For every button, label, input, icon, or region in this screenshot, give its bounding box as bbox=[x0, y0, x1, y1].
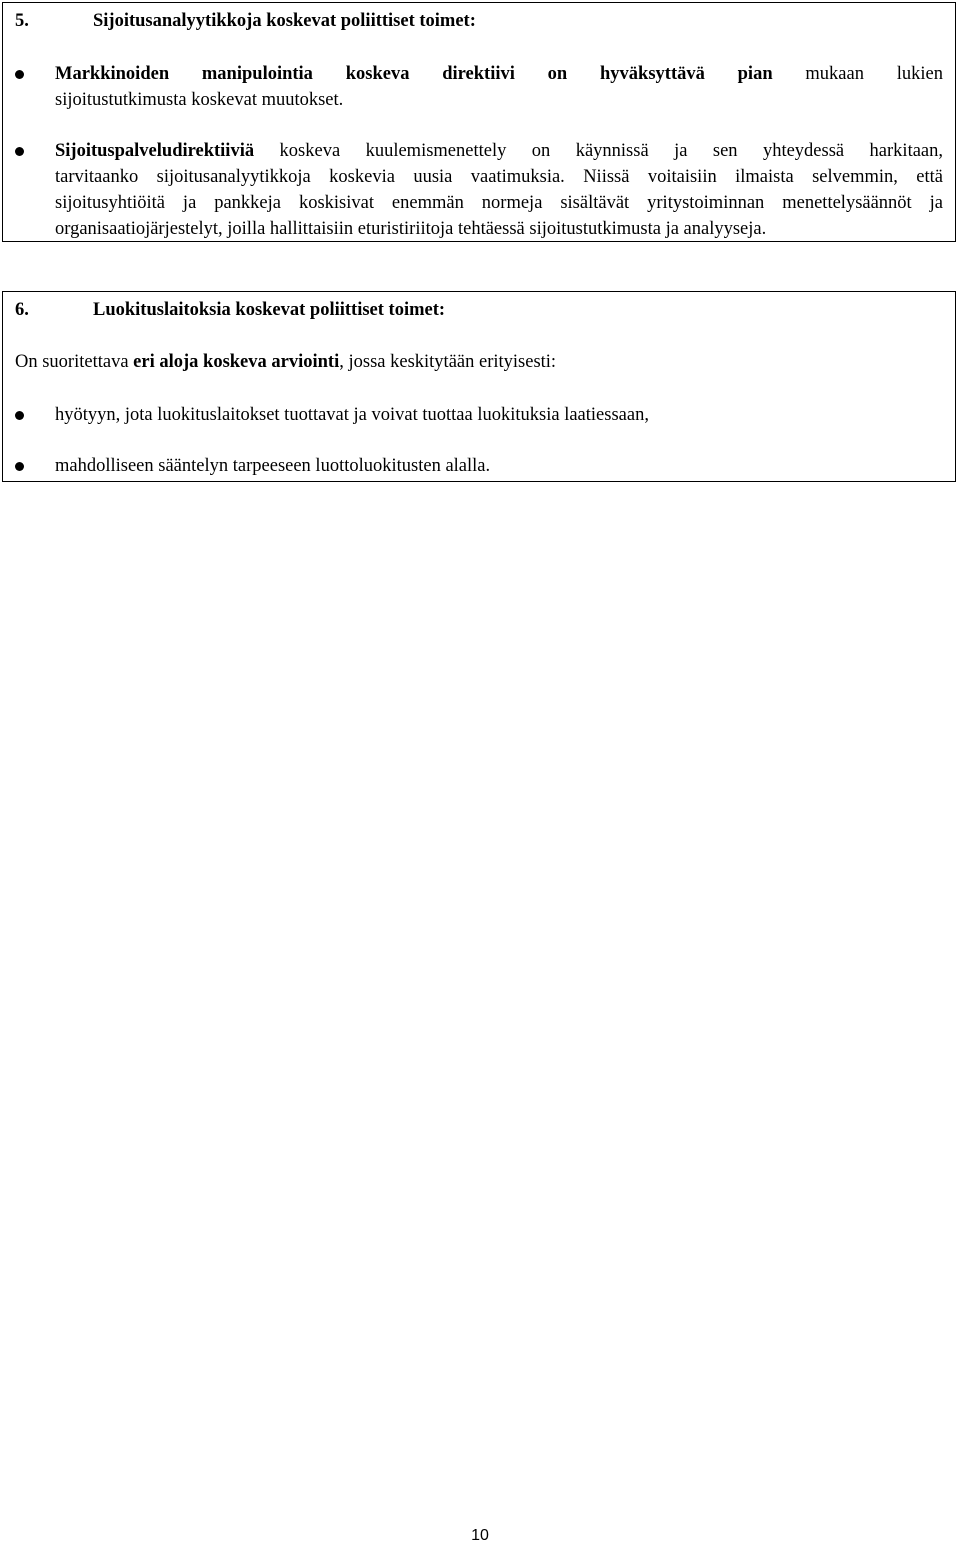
section-5-box bbox=[2, 2, 956, 242]
s6-intro-b: , jossa keskitytään erityisesti: bbox=[339, 352, 557, 372]
section-6-number: 6. bbox=[15, 300, 29, 320]
s6-intro-bold: eri aloja koskeva arviointi bbox=[133, 352, 340, 372]
section-5-title: Sijoitusanalyytikkoja koskevat poliittiset toimet: bbox=[93, 11, 476, 31]
s5-bullet1-line2: sijoitustutkimusta koskevat muutokset. bbox=[55, 90, 344, 110]
section-5-heading bbox=[15, 11, 476, 32]
s5-bullet2-bold: Sijoituspalveludirektiiviä bbox=[55, 141, 255, 161]
bullet-icon bbox=[15, 411, 24, 420]
s6-intro bbox=[15, 349, 556, 375]
s5-bullet2-rest: koskeva kuulemismenettely on käynnissä ja sen yhteydessä harkitaan, bbox=[279, 141, 944, 161]
s6-bullet1: hyötyyn, jota luokituslaitokset tuottavat ja voivat tuottaa luokituksia laatiessaan, bbox=[55, 405, 649, 425]
bullet-icon bbox=[15, 462, 24, 471]
s5-bullet1-line1 bbox=[55, 61, 943, 87]
section-6-title: Luokituslaitoksia koskevat poliittiset toimet: bbox=[93, 300, 446, 320]
s5-bullet2-line4: organisaatiojärjestelyt, joilla hallittaisiin eturistiriitoja tehtäessä sijoitustutkimusta ja analyyseja. bbox=[55, 219, 767, 239]
page-number: 10 bbox=[471, 1527, 489, 1544]
s6-intro-a: On suoritettava bbox=[15, 352, 134, 372]
section-6-box bbox=[2, 291, 956, 482]
section-5-number: 5. bbox=[15, 11, 29, 31]
s5-bullet2-line3: sijoitusyhtiöitä ja pankkeja koskisivat enemmän normeja sisältävät yritystoiminnan menettelysäännöt ja bbox=[55, 193, 943, 213]
s6-bullet2: mahdolliseen sääntelyn tarpeeseen luottoluokitusten alalla. bbox=[55, 456, 491, 476]
s5-bullet1-bold: Markkinoiden manipulointia koskeva direktiivi on hyväksyttävä pian bbox=[55, 64, 773, 84]
bullet-icon bbox=[15, 70, 24, 79]
s5-bullet2-line2: tarvitaanko sijoitusanalyytikkoja koskevia uusia vaatimuksia. Niissä voitaisiin ilmaista selvemmin, että bbox=[55, 167, 943, 187]
section-6-heading bbox=[15, 300, 445, 321]
s5-bullet1-rest: mukaan lukien bbox=[805, 64, 943, 84]
s5-bullet2-line1 bbox=[55, 138, 943, 164]
bullet-icon bbox=[15, 147, 24, 156]
